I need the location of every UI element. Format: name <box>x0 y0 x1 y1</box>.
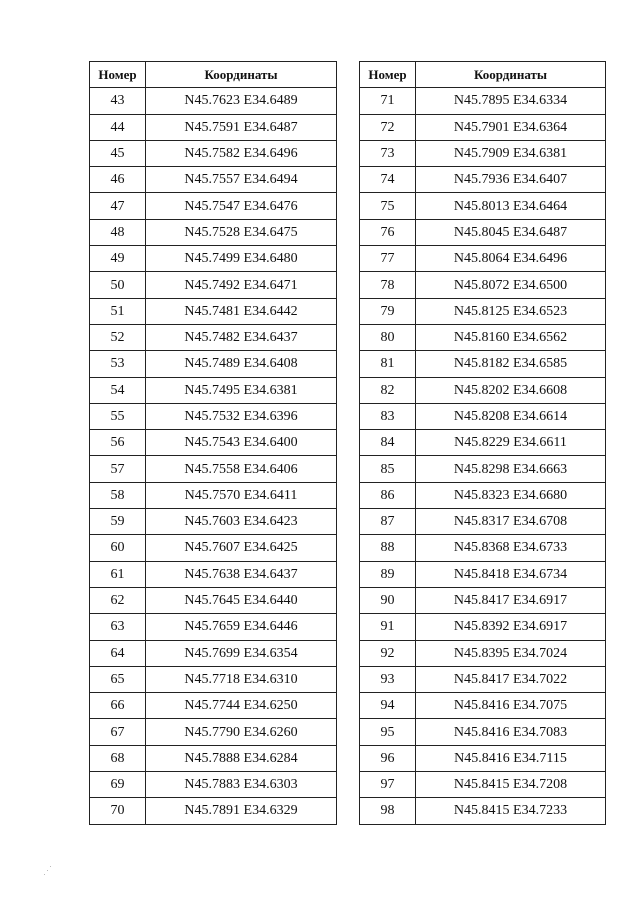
point-number-cell: 94 <box>360 693 416 719</box>
point-number-cell: 53 <box>90 351 146 377</box>
point-number-cell: 67 <box>90 719 146 745</box>
coordinates-cell: N45.7482 E34.6437 <box>146 324 337 350</box>
table-row <box>360 351 606 377</box>
coordinates-column-header: Координаты <box>416 62 606 88</box>
coordinates-cell: N45.7591 E34.6487 <box>146 114 337 140</box>
table-row <box>360 719 606 745</box>
point-number-cell: 62 <box>90 587 146 613</box>
coordinates-cell: N45.8417 E34.6917 <box>416 587 606 613</box>
table-row <box>90 167 337 193</box>
table-row <box>360 88 606 114</box>
coordinates-cell: N45.8415 E34.7233 <box>416 798 606 824</box>
point-number-cell: 80 <box>360 324 416 350</box>
table-row <box>90 640 337 666</box>
table-row <box>360 114 606 140</box>
coordinates-cell: N45.8208 E34.6614 <box>416 403 606 429</box>
coordinates-cell: N45.7607 E34.6425 <box>146 535 337 561</box>
table-row <box>360 246 606 272</box>
table-row <box>90 193 337 219</box>
coordinates-cell: N45.7659 E34.6446 <box>146 614 337 640</box>
coordinates-cell: N45.8416 E34.7115 <box>416 745 606 771</box>
point-number-cell: 93 <box>360 666 416 692</box>
table-row <box>90 666 337 692</box>
table-header-row <box>90 62 337 88</box>
table-row <box>90 587 337 613</box>
coordinates-table-left <box>89 61 337 825</box>
table-row <box>360 482 606 508</box>
coordinates-cell: N45.7623 E34.6489 <box>146 88 337 114</box>
point-number-cell: 90 <box>360 587 416 613</box>
point-number-cell: 97 <box>360 772 416 798</box>
point-number-cell: 70 <box>90 798 146 824</box>
table-row <box>90 535 337 561</box>
point-number-cell: 89 <box>360 561 416 587</box>
coordinates-cell: N45.8182 E34.6585 <box>416 351 606 377</box>
table-row <box>90 140 337 166</box>
coordinates-cell: N45.7744 E34.6250 <box>146 693 337 719</box>
scan-specks <box>44 866 52 876</box>
table-row <box>90 693 337 719</box>
coordinates-cell: N45.7790 E34.6260 <box>146 719 337 745</box>
table-row <box>90 219 337 245</box>
coordinates-cell: N45.8418 E34.6734 <box>416 561 606 587</box>
point-number-cell: 77 <box>360 246 416 272</box>
table-row <box>90 614 337 640</box>
coordinates-cell: N45.8417 E34.7022 <box>416 666 606 692</box>
table-row <box>90 246 337 272</box>
table-row <box>360 324 606 350</box>
point-number-cell: 50 <box>90 272 146 298</box>
point-number-cell: 43 <box>90 88 146 114</box>
coordinates-cell: N45.7481 E34.6442 <box>146 298 337 324</box>
table-row <box>90 772 337 798</box>
point-number-cell: 46 <box>90 167 146 193</box>
table-row <box>90 377 337 403</box>
point-number-cell: 81 <box>360 351 416 377</box>
coordinates-cell: N45.8392 E34.6917 <box>416 614 606 640</box>
table-row <box>360 377 606 403</box>
coordinates-cell: N45.7532 E34.6396 <box>146 403 337 429</box>
table-row <box>90 403 337 429</box>
point-number-cell: 91 <box>360 614 416 640</box>
coordinates-cell: N45.7492 E34.6471 <box>146 272 337 298</box>
table-row <box>90 456 337 482</box>
point-number-cell: 69 <box>90 772 146 798</box>
point-number-cell: 86 <box>360 482 416 508</box>
table-row <box>360 509 606 535</box>
table-body <box>90 88 337 824</box>
table-row <box>360 798 606 824</box>
point-number-cell: 95 <box>360 719 416 745</box>
coordinates-cell: N45.7936 E34.6407 <box>416 167 606 193</box>
point-number-cell: 63 <box>90 614 146 640</box>
speck <box>44 874 45 875</box>
coordinates-cell: N45.7895 E34.6334 <box>416 88 606 114</box>
point-number-cell: 82 <box>360 377 416 403</box>
point-number-cell: 76 <box>360 219 416 245</box>
point-number-cell: 45 <box>90 140 146 166</box>
table-row <box>360 219 606 245</box>
coordinates-cell: N45.8072 E34.6500 <box>416 272 606 298</box>
point-number-cell: 83 <box>360 403 416 429</box>
coordinates-cell: N45.7888 E34.6284 <box>146 745 337 771</box>
table-row <box>90 324 337 350</box>
coordinates-cell: N45.8323 E34.6680 <box>416 482 606 508</box>
point-number-cell: 64 <box>90 640 146 666</box>
table-row <box>90 298 337 324</box>
coordinates-cell: N45.7638 E34.6437 <box>146 561 337 587</box>
point-number-cell: 52 <box>90 324 146 350</box>
point-number-cell: 48 <box>90 219 146 245</box>
point-number-cell: 58 <box>90 482 146 508</box>
table-row <box>90 509 337 535</box>
coordinates-cell: N45.7557 E34.6494 <box>146 167 337 193</box>
point-number-cell: 51 <box>90 298 146 324</box>
table-row <box>360 640 606 666</box>
coordinates-cell: N45.7582 E34.6496 <box>146 140 337 166</box>
table-row <box>360 535 606 561</box>
coordinates-column-header: Координаты <box>146 62 337 88</box>
coordinates-cell: N45.8317 E34.6708 <box>416 509 606 535</box>
point-number-cell: 88 <box>360 535 416 561</box>
table-row <box>90 351 337 377</box>
table-row <box>360 666 606 692</box>
table-row <box>360 167 606 193</box>
coordinates-cell: N45.7558 E34.6406 <box>146 456 337 482</box>
point-number-cell: 72 <box>360 114 416 140</box>
table-row <box>90 114 337 140</box>
table-row <box>360 614 606 640</box>
coordinates-cell: N45.7901 E34.6364 <box>416 114 606 140</box>
table-row <box>360 140 606 166</box>
point-number-cell: 47 <box>90 193 146 219</box>
point-number-cell: 68 <box>90 745 146 771</box>
table-row <box>360 403 606 429</box>
speck <box>47 870 48 871</box>
point-number-cell: 84 <box>360 430 416 456</box>
coordinates-cell: N45.7883 E34.6303 <box>146 772 337 798</box>
table-row <box>90 719 337 745</box>
table-row <box>360 772 606 798</box>
point-number-cell: 55 <box>90 403 146 429</box>
coordinates-cell: N45.8395 E34.7024 <box>416 640 606 666</box>
coordinates-cell: N45.8415 E34.7208 <box>416 772 606 798</box>
table-header-row <box>360 62 606 88</box>
coordinates-cell: N45.7718 E34.6310 <box>146 666 337 692</box>
point-number-cell: 73 <box>360 140 416 166</box>
coordinates-cell: N45.7699 E34.6354 <box>146 640 337 666</box>
coordinates-cell: N45.7528 E34.6475 <box>146 219 337 245</box>
point-number-cell: 54 <box>90 377 146 403</box>
coordinates-cell: N45.8416 E34.7075 <box>416 693 606 719</box>
coordinates-cell: N45.8064 E34.6496 <box>416 246 606 272</box>
point-number-cell: 49 <box>90 246 146 272</box>
table-row <box>90 798 337 824</box>
table-row <box>360 587 606 613</box>
point-number-cell: 57 <box>90 456 146 482</box>
table-row <box>90 482 337 508</box>
coordinates-cell: N45.8298 E34.6663 <box>416 456 606 482</box>
coordinates-cell: N45.8416 E34.7083 <box>416 719 606 745</box>
coordinates-cell: N45.7603 E34.6423 <box>146 509 337 535</box>
point-number-cell: 92 <box>360 640 416 666</box>
coordinates-cell: N45.7645 E34.6440 <box>146 587 337 613</box>
coordinates-cell: N45.8013 E34.6464 <box>416 193 606 219</box>
table-row <box>90 745 337 771</box>
point-number-cell: 66 <box>90 693 146 719</box>
table-row <box>90 88 337 114</box>
table-row <box>90 430 337 456</box>
table-body <box>360 88 606 824</box>
coordinates-cell: N45.8368 E34.6733 <box>416 535 606 561</box>
coordinates-cell: N45.7499 E34.6480 <box>146 246 337 272</box>
point-number-cell: 74 <box>360 167 416 193</box>
coordinates-cell: N45.7891 E34.6329 <box>146 798 337 824</box>
table-row <box>360 298 606 324</box>
point-number-cell: 61 <box>90 561 146 587</box>
table-row <box>360 456 606 482</box>
point-number-cell: 75 <box>360 193 416 219</box>
coordinates-cell: N45.8202 E34.6608 <box>416 377 606 403</box>
point-number-cell: 78 <box>360 272 416 298</box>
table-row <box>360 561 606 587</box>
point-number-cell: 60 <box>90 535 146 561</box>
table-row <box>360 193 606 219</box>
coordinates-cell: N45.7489 E34.6408 <box>146 351 337 377</box>
point-number-cell: 56 <box>90 430 146 456</box>
point-number-cell: 98 <box>360 798 416 824</box>
table-row <box>360 693 606 719</box>
table-row <box>360 272 606 298</box>
point-number-cell: 59 <box>90 509 146 535</box>
number-column-header: Номер <box>90 62 146 88</box>
point-number-cell: 96 <box>360 745 416 771</box>
point-number-cell: 85 <box>360 456 416 482</box>
coordinates-cell: N45.7909 E34.6381 <box>416 140 606 166</box>
table-row <box>360 745 606 771</box>
table-row <box>90 561 337 587</box>
coordinates-cell: N45.8160 E34.6562 <box>416 324 606 350</box>
point-number-cell: 87 <box>360 509 416 535</box>
coordinates-cell: N45.7570 E34.6411 <box>146 482 337 508</box>
coordinates-cell: N45.8229 E34.6611 <box>416 430 606 456</box>
coordinates-cell: N45.8125 E34.6523 <box>416 298 606 324</box>
coordinates-cell: N45.7547 E34.6476 <box>146 193 337 219</box>
number-column-header: Номер <box>360 62 416 88</box>
point-number-cell: 65 <box>90 666 146 692</box>
coordinates-cell: N45.7495 E34.6381 <box>146 377 337 403</box>
coordinates-table-right <box>359 61 606 825</box>
point-number-cell: 44 <box>90 114 146 140</box>
coordinates-cell: N45.8045 E34.6487 <box>416 219 606 245</box>
table-row <box>90 272 337 298</box>
table-row <box>360 430 606 456</box>
point-number-cell: 79 <box>360 298 416 324</box>
point-number-cell: 71 <box>360 88 416 114</box>
speck <box>50 866 51 867</box>
coordinates-cell: N45.7543 E34.6400 <box>146 430 337 456</box>
